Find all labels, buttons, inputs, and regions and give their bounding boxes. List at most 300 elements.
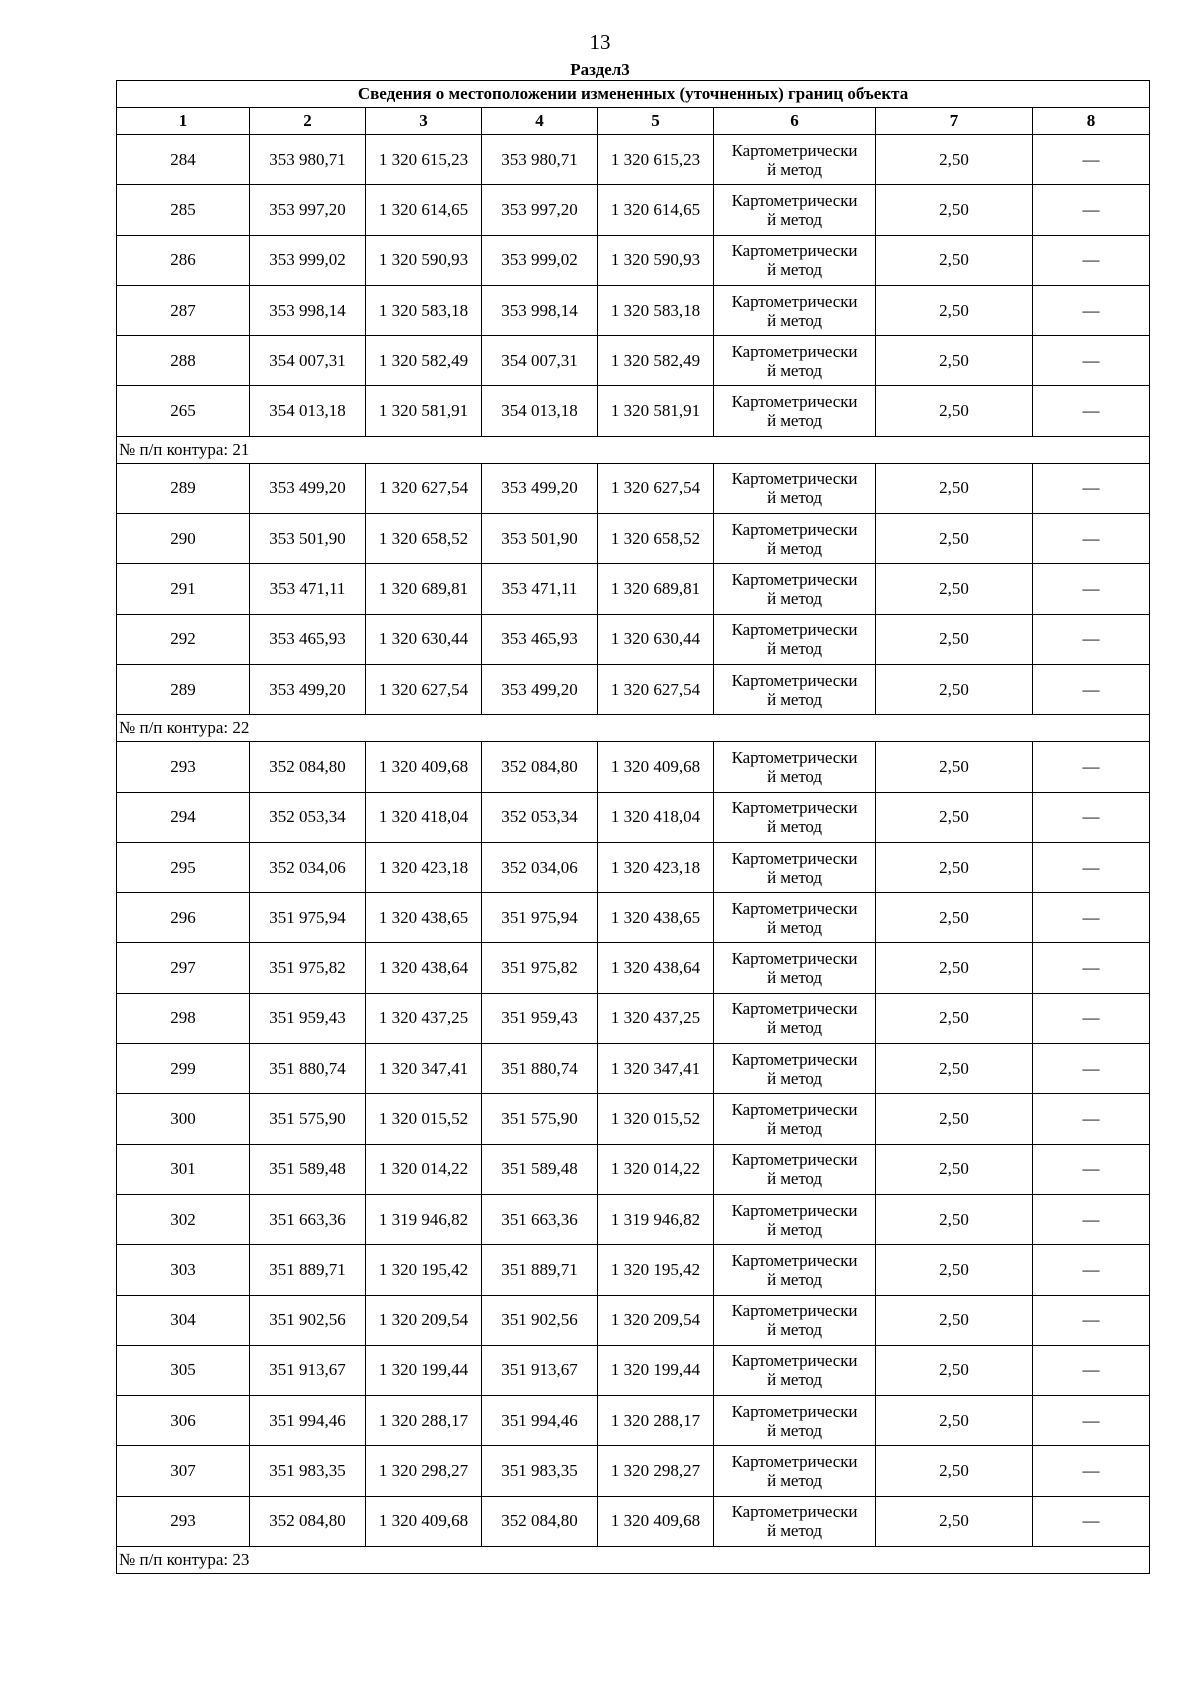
table-row <box>117 1446 1150 1496</box>
coordinate-x-new: 353 998,14 <box>482 285 598 335</box>
empty-mark: — <box>1033 285 1150 335</box>
method-text-line1: Картометрически <box>731 1351 858 1371</box>
empty-mark: — <box>1033 664 1150 714</box>
method-text-line2: й метод <box>767 817 822 837</box>
coordinate-y-new: 1 320 438,64 <box>598 943 714 993</box>
table-row <box>117 842 1150 892</box>
contour-header-row <box>117 436 1150 463</box>
coordinate-y-new: 1 320 409,68 <box>598 1496 714 1546</box>
coordinate-x-existing: 352 084,80 <box>250 1496 366 1546</box>
coordinate-x-new: 352 084,80 <box>482 742 598 792</box>
precision-value: 2,50 <box>876 285 1033 335</box>
method-text-line2: й метод <box>767 1018 822 1038</box>
coordinate-y-existing: 1 320 298,27 <box>366 1446 482 1496</box>
method-cell <box>714 742 876 792</box>
table-row <box>117 993 1150 1043</box>
method-cell <box>714 285 876 335</box>
precision-value: 2,50 <box>876 1345 1033 1395</box>
method-text-line1: Картометрически <box>731 798 858 818</box>
precision-value: 2,50 <box>876 514 1033 564</box>
coordinate-x-new: 352 034,06 <box>482 842 598 892</box>
method-cell <box>714 1345 876 1395</box>
coordinate-y-existing: 1 320 195,42 <box>366 1245 482 1295</box>
table-row <box>117 792 1150 842</box>
coordinate-y-existing: 1 320 438,65 <box>366 893 482 943</box>
precision-value: 2,50 <box>876 1094 1033 1144</box>
method-text-line1: Картометрически <box>731 1099 858 1119</box>
table-row <box>117 1044 1150 1094</box>
point-number: 289 <box>117 463 250 513</box>
point-number: 296 <box>117 893 250 943</box>
contour-label: № п/п контура: 21 <box>117 436 1150 463</box>
method-cell <box>714 842 876 892</box>
method-text-line1: Картометрически <box>731 949 858 969</box>
method-text-line2: й метод <box>767 411 822 431</box>
point-number: 286 <box>117 235 250 285</box>
method-text-line2: й метод <box>767 260 822 280</box>
method-text-line1: Картометрически <box>731 190 858 210</box>
coordinate-x-new: 351 663,36 <box>482 1194 598 1244</box>
coordinate-x-existing: 353 999,02 <box>250 235 366 285</box>
coordinate-y-new: 1 320 347,41 <box>598 1044 714 1094</box>
coordinate-x-new: 351 975,82 <box>482 943 598 993</box>
empty-mark: — <box>1033 842 1150 892</box>
table-row <box>117 742 1150 792</box>
coordinate-x-existing: 353 998,14 <box>250 285 366 335</box>
point-number: 299 <box>117 1044 250 1094</box>
coordinate-y-existing: 1 320 015,52 <box>366 1094 482 1144</box>
coordinate-x-existing: 354 007,31 <box>250 336 366 386</box>
method-cell <box>714 135 876 185</box>
method-cell <box>714 664 876 714</box>
precision-value: 2,50 <box>876 993 1033 1043</box>
method-text-line2: й метод <box>767 488 822 508</box>
coordinate-x-new: 352 053,34 <box>482 792 598 842</box>
contour-header-row <box>117 1547 1150 1574</box>
column-number: 8 <box>1033 108 1150 135</box>
coordinate-y-new: 1 320 288,17 <box>598 1396 714 1446</box>
contour-header-row <box>117 715 1150 742</box>
method-cell <box>714 463 876 513</box>
method-text-line2: й метод <box>767 867 822 887</box>
coordinate-x-existing: 351 983,35 <box>250 1446 366 1496</box>
coordinate-x-existing: 351 902,56 <box>250 1295 366 1345</box>
empty-mark: — <box>1033 742 1150 792</box>
coordinate-y-new: 1 320 615,23 <box>598 135 714 185</box>
precision-value: 2,50 <box>876 1245 1033 1295</box>
coordinate-y-new: 1 320 409,68 <box>598 742 714 792</box>
table-row <box>117 514 1150 564</box>
table-row <box>117 614 1150 664</box>
coordinate-x-existing: 351 889,71 <box>250 1245 366 1295</box>
coordinate-y-existing: 1 320 199,44 <box>366 1345 482 1395</box>
coordinate-y-existing: 1 320 437,25 <box>366 993 482 1043</box>
point-number: 288 <box>117 336 250 386</box>
coordinate-y-existing: 1 320 627,54 <box>366 664 482 714</box>
empty-mark: — <box>1033 993 1150 1043</box>
coordinate-y-existing: 1 320 288,17 <box>366 1396 482 1446</box>
coordinate-x-existing: 351 975,82 <box>250 943 366 993</box>
method-cell <box>714 386 876 436</box>
coordinate-y-new: 1 320 614,65 <box>598 185 714 235</box>
table-caption: Сведения о местоположении измененных (уточненных) границ объекта <box>117 81 1150 108</box>
coordinate-y-existing: 1 320 418,04 <box>366 792 482 842</box>
coordinate-y-existing: 1 320 014,22 <box>366 1144 482 1194</box>
coordinate-y-new: 1 320 423,18 <box>598 842 714 892</box>
coordinate-y-existing: 1 320 582,49 <box>366 336 482 386</box>
method-text-line2: й метод <box>767 1219 822 1239</box>
method-cell <box>714 943 876 993</box>
empty-mark: — <box>1033 1245 1150 1295</box>
column-number: 7 <box>876 108 1033 135</box>
table-row <box>117 1295 1150 1345</box>
coordinate-y-new: 1 320 689,81 <box>598 564 714 614</box>
coordinate-y-new: 1 320 199,44 <box>598 1345 714 1395</box>
method-text-line1: Картометрически <box>731 140 858 160</box>
coordinate-y-existing: 1 320 689,81 <box>366 564 482 614</box>
coordinate-x-new: 351 913,67 <box>482 1345 598 1395</box>
point-number: 291 <box>117 564 250 614</box>
coordinate-y-new: 1 320 438,65 <box>598 893 714 943</box>
precision-value: 2,50 <box>876 893 1033 943</box>
method-cell <box>714 514 876 564</box>
empty-mark: — <box>1033 514 1150 564</box>
coordinate-x-existing: 353 471,11 <box>250 564 366 614</box>
point-number: 293 <box>117 1496 250 1546</box>
coordinate-x-existing: 351 913,67 <box>250 1345 366 1395</box>
method-cell <box>714 185 876 235</box>
table-row <box>117 1496 1150 1546</box>
precision-value: 2,50 <box>876 1194 1033 1244</box>
point-number: 284 <box>117 135 250 185</box>
contour-label: № п/п контура: 23 <box>117 1547 1150 1574</box>
table-row <box>117 564 1150 614</box>
method-text-line2: й метод <box>767 1169 822 1189</box>
coordinate-x-new: 353 997,20 <box>482 185 598 235</box>
empty-mark: — <box>1033 1194 1150 1244</box>
column-number: 5 <box>598 108 714 135</box>
method-text-line2: й метод <box>767 589 822 609</box>
precision-value: 2,50 <box>876 1144 1033 1194</box>
empty-mark: — <box>1033 463 1150 513</box>
method-cell <box>714 792 876 842</box>
coordinate-x-new: 353 499,20 <box>482 664 598 714</box>
point-number: 290 <box>117 514 250 564</box>
column-number: 1 <box>117 108 250 135</box>
coordinate-x-new: 353 499,20 <box>482 463 598 513</box>
coordinate-x-existing: 351 880,74 <box>250 1044 366 1094</box>
method-cell <box>714 1496 876 1546</box>
coordinate-x-existing: 352 034,06 <box>250 842 366 892</box>
point-number: 298 <box>117 993 250 1043</box>
coordinate-x-new: 353 980,71 <box>482 135 598 185</box>
precision-value: 2,50 <box>876 1044 1033 1094</box>
column-number-row <box>117 108 1150 135</box>
method-cell <box>714 1144 876 1194</box>
method-text-line2: й метод <box>767 1269 822 1289</box>
coordinate-x-new: 354 007,31 <box>482 336 598 386</box>
method-text-line2: й метод <box>767 538 822 558</box>
column-number: 2 <box>250 108 366 135</box>
precision-value: 2,50 <box>876 614 1033 664</box>
method-cell <box>714 1194 876 1244</box>
point-number: 305 <box>117 1345 250 1395</box>
table-row <box>117 1345 1150 1395</box>
point-number: 294 <box>117 792 250 842</box>
coordinate-y-existing: 1 320 590,93 <box>366 235 482 285</box>
precision-value: 2,50 <box>876 943 1033 993</box>
coordinate-y-new: 1 320 627,54 <box>598 664 714 714</box>
method-text-line1: Картометрически <box>731 291 858 311</box>
empty-mark: — <box>1033 1094 1150 1144</box>
method-cell <box>714 336 876 386</box>
table-row <box>117 185 1150 235</box>
table-row <box>117 664 1150 714</box>
precision-value: 2,50 <box>876 1446 1033 1496</box>
method-text-line1: Картометрически <box>731 570 858 590</box>
coordinate-x-new: 353 471,11 <box>482 564 598 614</box>
table-row <box>117 336 1150 386</box>
coordinate-y-new: 1 320 209,54 <box>598 1295 714 1345</box>
coordinate-y-new: 1 320 014,22 <box>598 1144 714 1194</box>
precision-value: 2,50 <box>876 1396 1033 1446</box>
empty-mark: — <box>1033 1044 1150 1094</box>
method-text-line1: Картометрически <box>731 848 858 868</box>
precision-value: 2,50 <box>876 235 1033 285</box>
section-label: Раздел3 <box>570 60 630 79</box>
table-row <box>117 1144 1150 1194</box>
method-text-line2: й метод <box>767 1320 822 1340</box>
empty-mark: — <box>1033 1396 1150 1446</box>
method-text-line1: Картометрически <box>731 392 858 412</box>
empty-mark: — <box>1033 792 1150 842</box>
precision-value: 2,50 <box>876 1496 1033 1546</box>
coordinate-x-new: 352 084,80 <box>482 1496 598 1546</box>
coordinate-y-existing: 1 319 946,82 <box>366 1194 482 1244</box>
coordinate-y-new: 1 320 418,04 <box>598 792 714 842</box>
method-text-line1: Картометрически <box>731 1049 858 1069</box>
point-number: 307 <box>117 1446 250 1496</box>
method-cell <box>714 1245 876 1295</box>
point-number: 306 <box>117 1396 250 1446</box>
table-row <box>117 386 1150 436</box>
method-text-line1: Картометрически <box>731 519 858 539</box>
table-row <box>117 943 1150 993</box>
method-text-line2: й метод <box>767 689 822 709</box>
method-text-line1: Картометрически <box>731 1150 858 1170</box>
precision-value: 2,50 <box>876 135 1033 185</box>
coordinate-x-existing: 351 575,90 <box>250 1094 366 1144</box>
coordinate-y-new: 1 320 298,27 <box>598 1446 714 1496</box>
precision-value: 2,50 <box>876 463 1033 513</box>
precision-value: 2,50 <box>876 664 1033 714</box>
table-row <box>117 285 1150 335</box>
coordinate-y-new: 1 320 627,54 <box>598 463 714 513</box>
method-cell <box>714 1094 876 1144</box>
method-text-line1: Картометрически <box>731 469 858 489</box>
precision-value: 2,50 <box>876 1295 1033 1345</box>
method-cell <box>714 1044 876 1094</box>
column-number: 6 <box>714 108 876 135</box>
method-text-line1: Картометрически <box>731 1401 858 1421</box>
method-text-line1: Картометрически <box>731 747 858 767</box>
method-text-line2: й метод <box>767 159 822 179</box>
method-text-line2: й метод <box>767 1521 822 1541</box>
coordinate-y-new: 1 319 946,82 <box>598 1194 714 1244</box>
method-cell <box>714 564 876 614</box>
coordinate-y-existing: 1 320 438,64 <box>366 943 482 993</box>
coordinate-x-existing: 353 499,20 <box>250 463 366 513</box>
coordinate-x-new: 351 575,90 <box>482 1094 598 1144</box>
empty-mark: — <box>1033 1295 1150 1345</box>
coordinate-x-new: 351 880,74 <box>482 1044 598 1094</box>
coordinate-x-new: 351 889,71 <box>482 1245 598 1295</box>
table-row <box>117 1194 1150 1244</box>
coordinate-x-new: 353 999,02 <box>482 235 598 285</box>
coordinate-y-new: 1 320 583,18 <box>598 285 714 335</box>
method-cell <box>714 614 876 664</box>
method-text-line1: Картометрически <box>731 241 858 261</box>
coordinate-x-new: 351 975,94 <box>482 893 598 943</box>
precision-value: 2,50 <box>876 336 1033 386</box>
point-number: 297 <box>117 943 250 993</box>
empty-mark: — <box>1033 185 1150 235</box>
coordinate-x-existing: 353 997,20 <box>250 185 366 235</box>
coordinate-x-new: 351 983,35 <box>482 1446 598 1496</box>
method-text-line2: й метод <box>767 1471 822 1491</box>
coordinate-y-new: 1 320 437,25 <box>598 993 714 1043</box>
coordinate-x-new: 351 589,48 <box>482 1144 598 1194</box>
coordinate-x-new: 353 465,93 <box>482 614 598 664</box>
coordinate-x-existing: 351 975,94 <box>250 893 366 943</box>
empty-mark: — <box>1033 336 1150 386</box>
coordinate-y-existing: 1 320 630,44 <box>366 614 482 664</box>
method-text-line1: Картометрически <box>731 1301 858 1321</box>
method-text-line1: Картометрически <box>731 670 858 690</box>
method-text-line2: й метод <box>767 917 822 937</box>
coordinate-y-existing: 1 320 627,54 <box>366 463 482 513</box>
empty-mark: — <box>1033 1144 1150 1194</box>
method-text-line2: й метод <box>767 1370 822 1390</box>
method-text-line2: й метод <box>767 1068 822 1088</box>
coordinate-y-new: 1 320 582,49 <box>598 336 714 386</box>
coordinate-y-existing: 1 320 615,23 <box>366 135 482 185</box>
coordinate-x-existing: 351 994,46 <box>250 1396 366 1446</box>
coordinate-x-existing: 351 663,36 <box>250 1194 366 1244</box>
precision-value: 2,50 <box>876 185 1033 235</box>
method-cell <box>714 1295 876 1345</box>
method-text-line1: Картометрически <box>731 1502 858 1522</box>
method-cell <box>714 1396 876 1446</box>
method-text-line1: Картометрически <box>731 1250 858 1270</box>
table-row <box>117 1245 1150 1295</box>
table-row <box>117 463 1150 513</box>
coordinate-x-existing: 353 501,90 <box>250 514 366 564</box>
column-number: 4 <box>482 108 598 135</box>
coordinate-y-existing: 1 320 347,41 <box>366 1044 482 1094</box>
coordinate-y-new: 1 320 590,93 <box>598 235 714 285</box>
method-text-line2: й метод <box>767 209 822 229</box>
precision-value: 2,50 <box>876 742 1033 792</box>
empty-mark: — <box>1033 135 1150 185</box>
point-number: 292 <box>117 614 250 664</box>
point-number: 285 <box>117 185 250 235</box>
point-number: 289 <box>117 664 250 714</box>
coordinate-x-existing: 353 499,20 <box>250 664 366 714</box>
empty-mark: — <box>1033 564 1150 614</box>
coordinate-x-new: 351 902,56 <box>482 1295 598 1345</box>
coordinate-x-new: 353 501,90 <box>482 514 598 564</box>
empty-mark: — <box>1033 893 1150 943</box>
empty-mark: — <box>1033 235 1150 285</box>
coordinate-y-existing: 1 320 581,91 <box>366 386 482 436</box>
point-number: 295 <box>117 842 250 892</box>
table-body <box>117 135 1150 1574</box>
method-text-line2: й метод <box>767 766 822 786</box>
empty-mark: — <box>1033 1345 1150 1395</box>
table-row <box>117 893 1150 943</box>
coordinate-y-existing: 1 320 658,52 <box>366 514 482 564</box>
coordinate-y-existing: 1 320 583,18 <box>366 285 482 335</box>
coordinate-x-existing: 352 053,34 <box>250 792 366 842</box>
method-text-line2: й метод <box>767 968 822 988</box>
point-number: 300 <box>117 1094 250 1144</box>
column-number: 3 <box>366 108 482 135</box>
coordinate-y-new: 1 320 658,52 <box>598 514 714 564</box>
empty-mark: — <box>1033 1496 1150 1546</box>
point-number: 302 <box>117 1194 250 1244</box>
table-row <box>117 135 1150 185</box>
coordinate-y-new: 1 320 581,91 <box>598 386 714 436</box>
method-text-line1: Картометрически <box>731 999 858 1019</box>
table-row <box>117 1094 1150 1144</box>
coordinate-x-existing: 351 589,48 <box>250 1144 366 1194</box>
method-text-line1: Картометрически <box>731 898 858 918</box>
method-text-line2: й метод <box>767 639 822 659</box>
point-number: 304 <box>117 1295 250 1345</box>
coordinate-y-new: 1 320 015,52 <box>598 1094 714 1144</box>
method-text-line1: Картометрически <box>731 1200 858 1220</box>
point-number: 293 <box>117 742 250 792</box>
point-number: 301 <box>117 1144 250 1194</box>
coordinate-x-existing: 351 959,43 <box>250 993 366 1043</box>
point-number: 303 <box>117 1245 250 1295</box>
method-text-line2: й метод <box>767 1420 822 1440</box>
contour-label: № п/п контура: 22 <box>117 715 1150 742</box>
precision-value: 2,50 <box>876 792 1033 842</box>
coordinate-x-new: 351 994,46 <box>482 1396 598 1446</box>
method-text-line1: Картометрически <box>731 620 858 640</box>
coordinate-y-existing: 1 320 409,68 <box>366 742 482 792</box>
coordinate-y-existing: 1 320 614,65 <box>366 185 482 235</box>
precision-value: 2,50 <box>876 842 1033 892</box>
coordinate-y-new: 1 320 195,42 <box>598 1245 714 1295</box>
page-number: 13 <box>589 30 611 54</box>
method-text-line2: й метод <box>767 1118 822 1138</box>
method-cell <box>714 1446 876 1496</box>
precision-value: 2,50 <box>876 564 1033 614</box>
empty-mark: — <box>1033 386 1150 436</box>
boundary-coordinates-table <box>116 80 1150 1574</box>
table-row <box>117 1396 1150 1446</box>
coordinate-x-existing: 353 980,71 <box>250 135 366 185</box>
table-row <box>117 235 1150 285</box>
coordinate-y-existing: 1 320 209,54 <box>366 1295 482 1345</box>
coordinate-y-existing: 1 320 423,18 <box>366 842 482 892</box>
coordinate-x-new: 351 959,43 <box>482 993 598 1043</box>
empty-mark: — <box>1033 943 1150 993</box>
coordinate-y-existing: 1 320 409,68 <box>366 1496 482 1546</box>
